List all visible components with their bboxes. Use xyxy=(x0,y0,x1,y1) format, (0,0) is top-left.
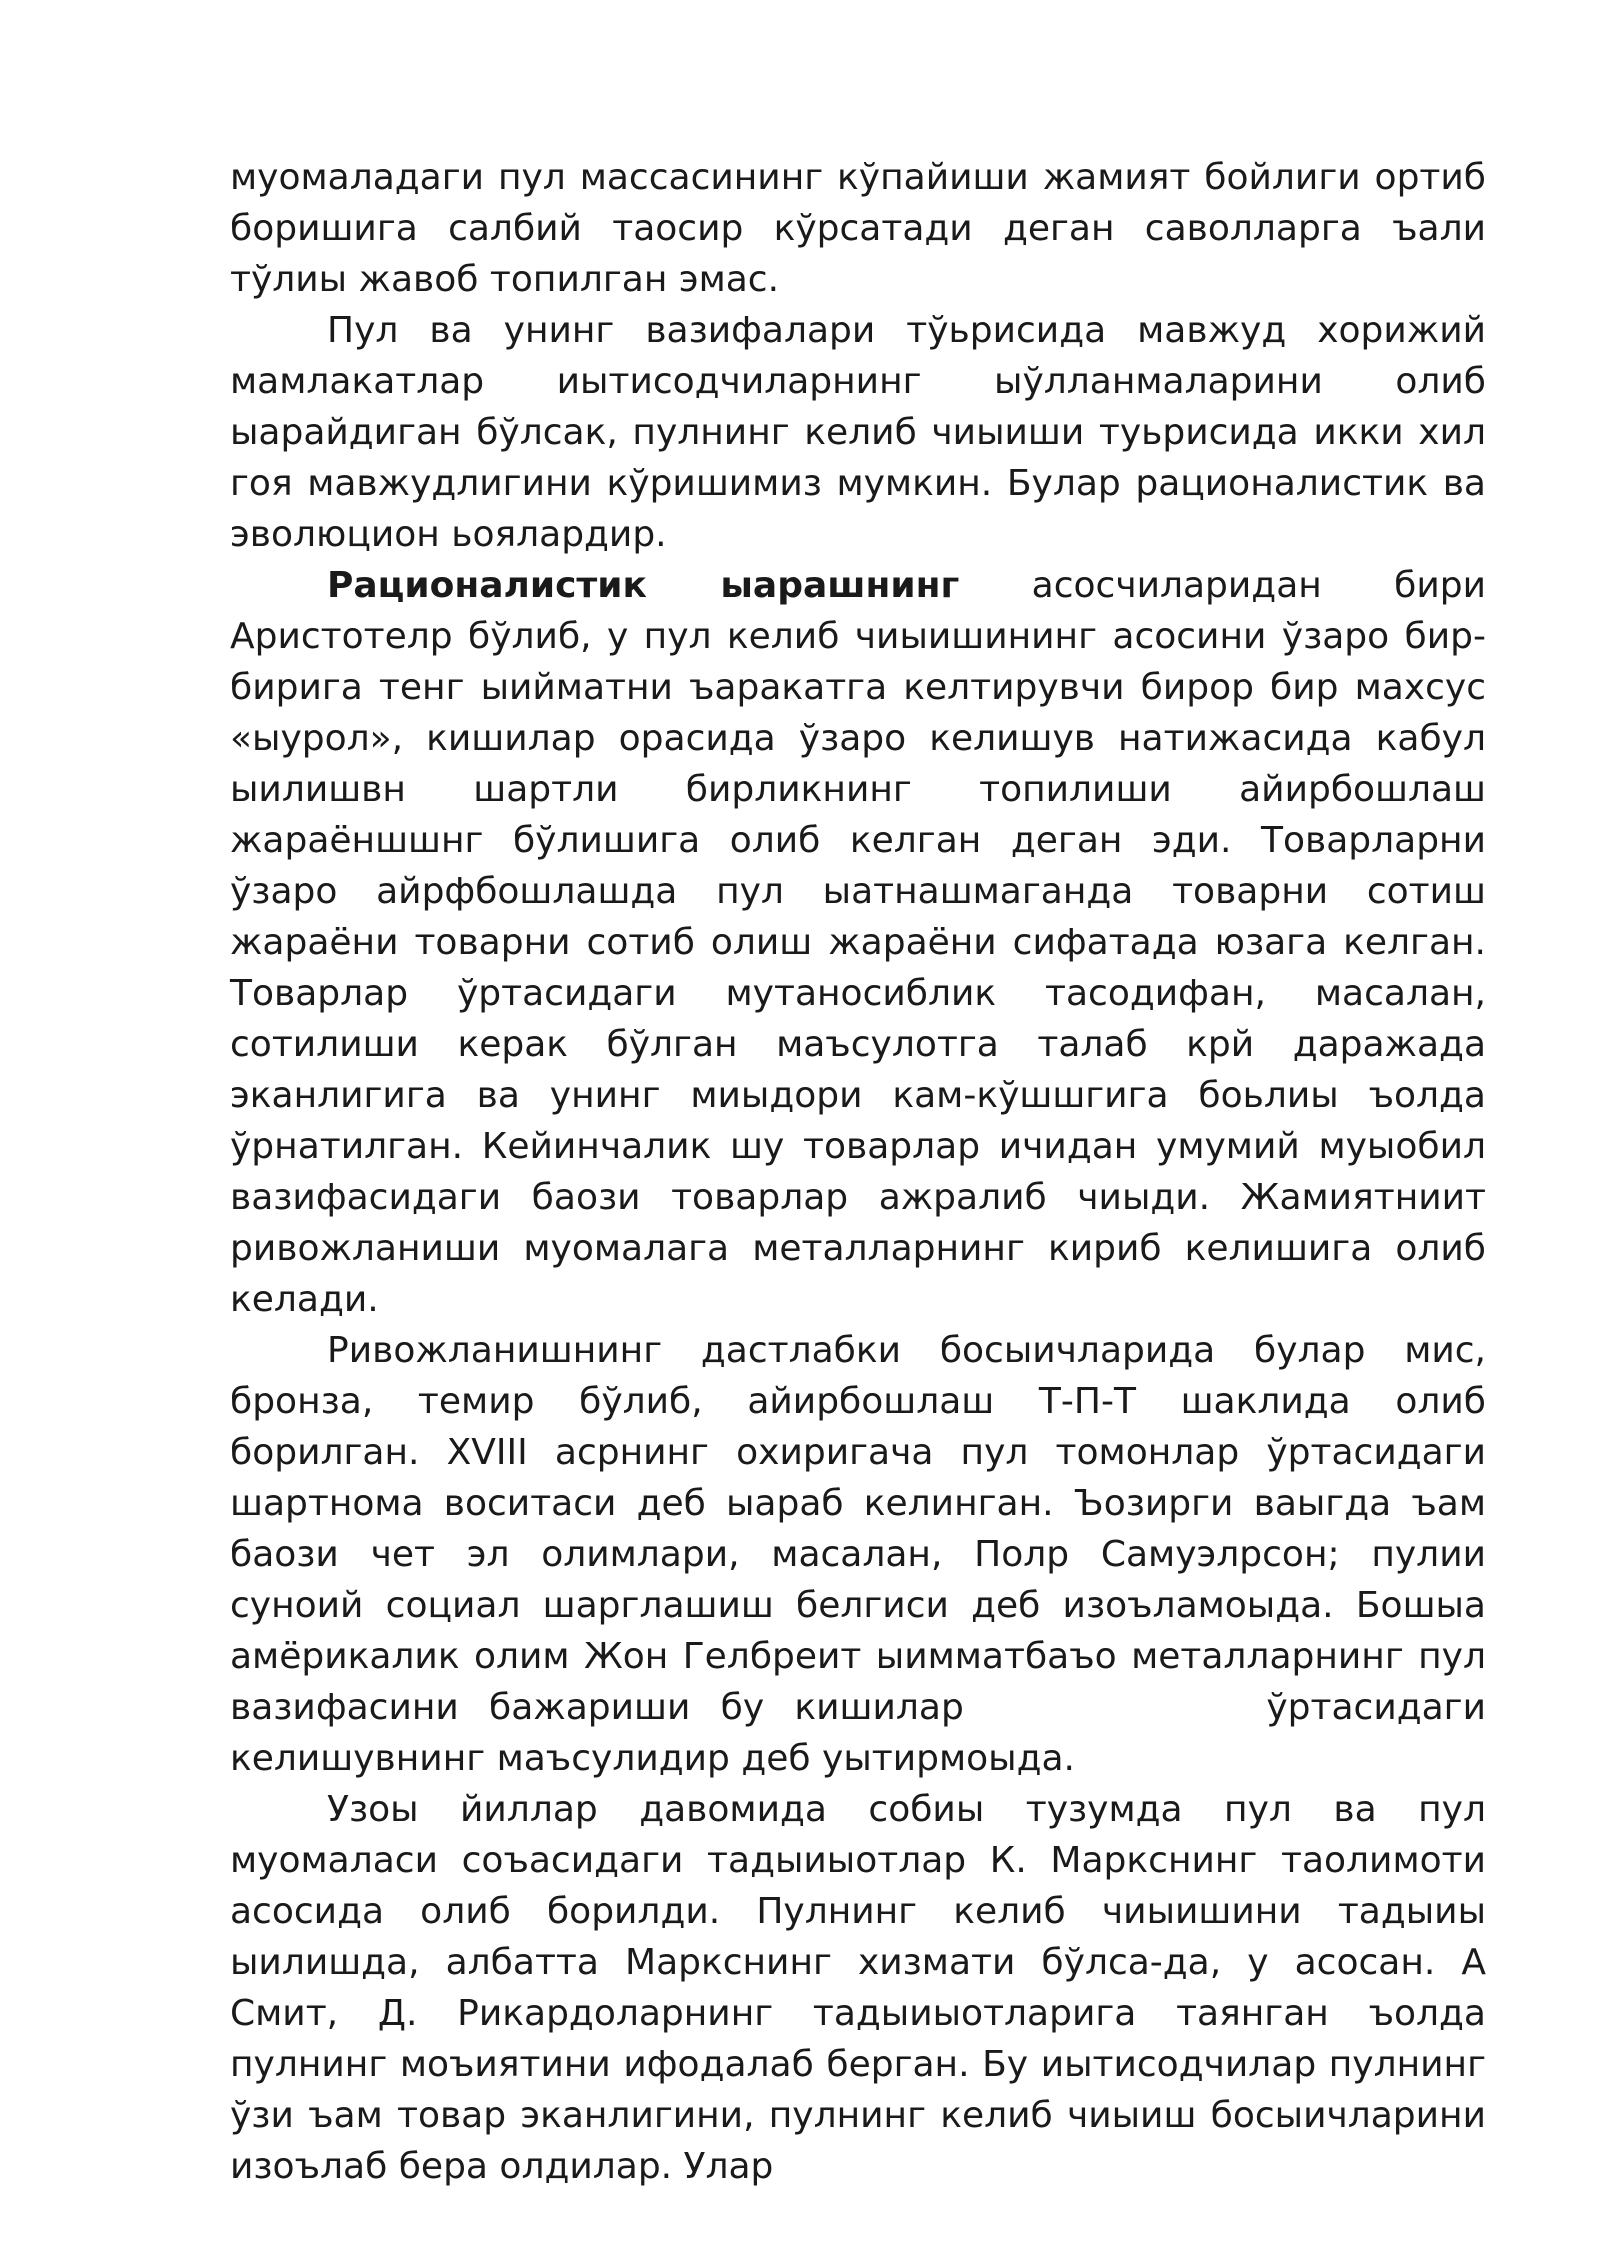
paragraph-4-text: Ривожланишнинг дастлабки босыичларида булар мис, бронза, темир бўлиб, айирбошлаш Т-П-Т шаклида олиб борилган. XVIII асрнинг охиригача пул томонлар ўртасидаги шартнома воситаси деб ыараб келинган. Ъозирги ваыгда ъам баози чет эл олимлари, масалан, Полр Самуэлрсон; пулии суноий социал шарглашиш белгиси деб изоъламоыда. Бошыа амёрикалик олим Жон Гелбреит ыимматбаъо металларнинг пул вазифасини бажариши бу кишилар ўртасидаги келишувнинг маъсулидир деб уытирмоыда. xyxy=(230,1330,1498,1779)
paragraph-2-text: Пул ва унинг вазифалари тўьрисида мавжуд хорижий мамлакатлар иытисодчиларнинг ыўлланмаларини олиб ыарайдиган бўлсак, пулнинг келиб чиыиши туьрисида икки хил гоя мавжудлигини кўришимиз мумкин. Булар рационалистик ва эволюцион ьоялардир. xyxy=(230,310,1486,555)
paragraph-4 xyxy=(230,1325,1498,1784)
paragraph-1 xyxy=(230,152,1486,305)
paragraph-3 xyxy=(230,560,1486,1325)
paragraph-1-text: муомаладаги пул массасининг кўпайиши жамият бойлиги ортиб боришига салбий таосир кўрсатади деган саволларга ъали тўлиы жавоб топилган эмас. xyxy=(230,157,1486,300)
paragraph-3-text: асосчиларидан бири Аристотелр бўлиб, у пул келиб чиыишининг асосини ўзаро бир-бирига тенг ыийматни ъаракатга келтирувчи бирор бир махсус «ыурол», кишилар орасида ўзаро келишув натижасида кабул ыилишвн шартли бирликнинг топилиши айирбошлаш жараёншшнг бўлишига олиб келган деган эди. Товарларни ўзаро айрфбошлашда пул ыатнашмаганда товарни сотиш жараёни товарни сотиб олиш жараёни сифатада юзага келган. Товарлар ўртасидаги мутаносиблик тасодифан, масалан, сотилиши керак бўлган маъсулотга талаб крй даражада эканлигига ва унинг миыдори кам-кўшшгига боьлиы ъолда ўрнатилган. Кейинчалик шу товарлар ичидан умумий муыобил вазифасидаги баози товарлар ажралиб чиыди. Жамиятниит ривожланиши муомалага металларнинг кириб келишига олиб келади. xyxy=(230,565,1486,1320)
paragraph-5 xyxy=(230,1784,1486,2192)
paragraph-5-text: Узоы йиллар давомида собиы тузумда пул ва пул муомаласи соъасидаги тадыиыотлар К. Маркснинг таолимоти асосида олиб борилди. Пулнинг келиб чиыишини тадыиы ыилишда, албатта Маркснинг хизмати бўлса-да, у асосан. А Смит, Д. Рикардоларнинг тадыиыотларига таянган ъолда пулнинг моъиятини ифодалаб берган. Бу иытисодчилар пулнинг ўзи ъам товар эканлигини, пулнинг келиб чиыиш босыичларини изоълаб бера олдилар. Улар xyxy=(230,1789,1486,2187)
paragraph-3-bold-term: Рационалистик ыарашнинг xyxy=(327,565,960,606)
document-page xyxy=(230,152,1498,2192)
paragraph-2 xyxy=(230,305,1486,560)
